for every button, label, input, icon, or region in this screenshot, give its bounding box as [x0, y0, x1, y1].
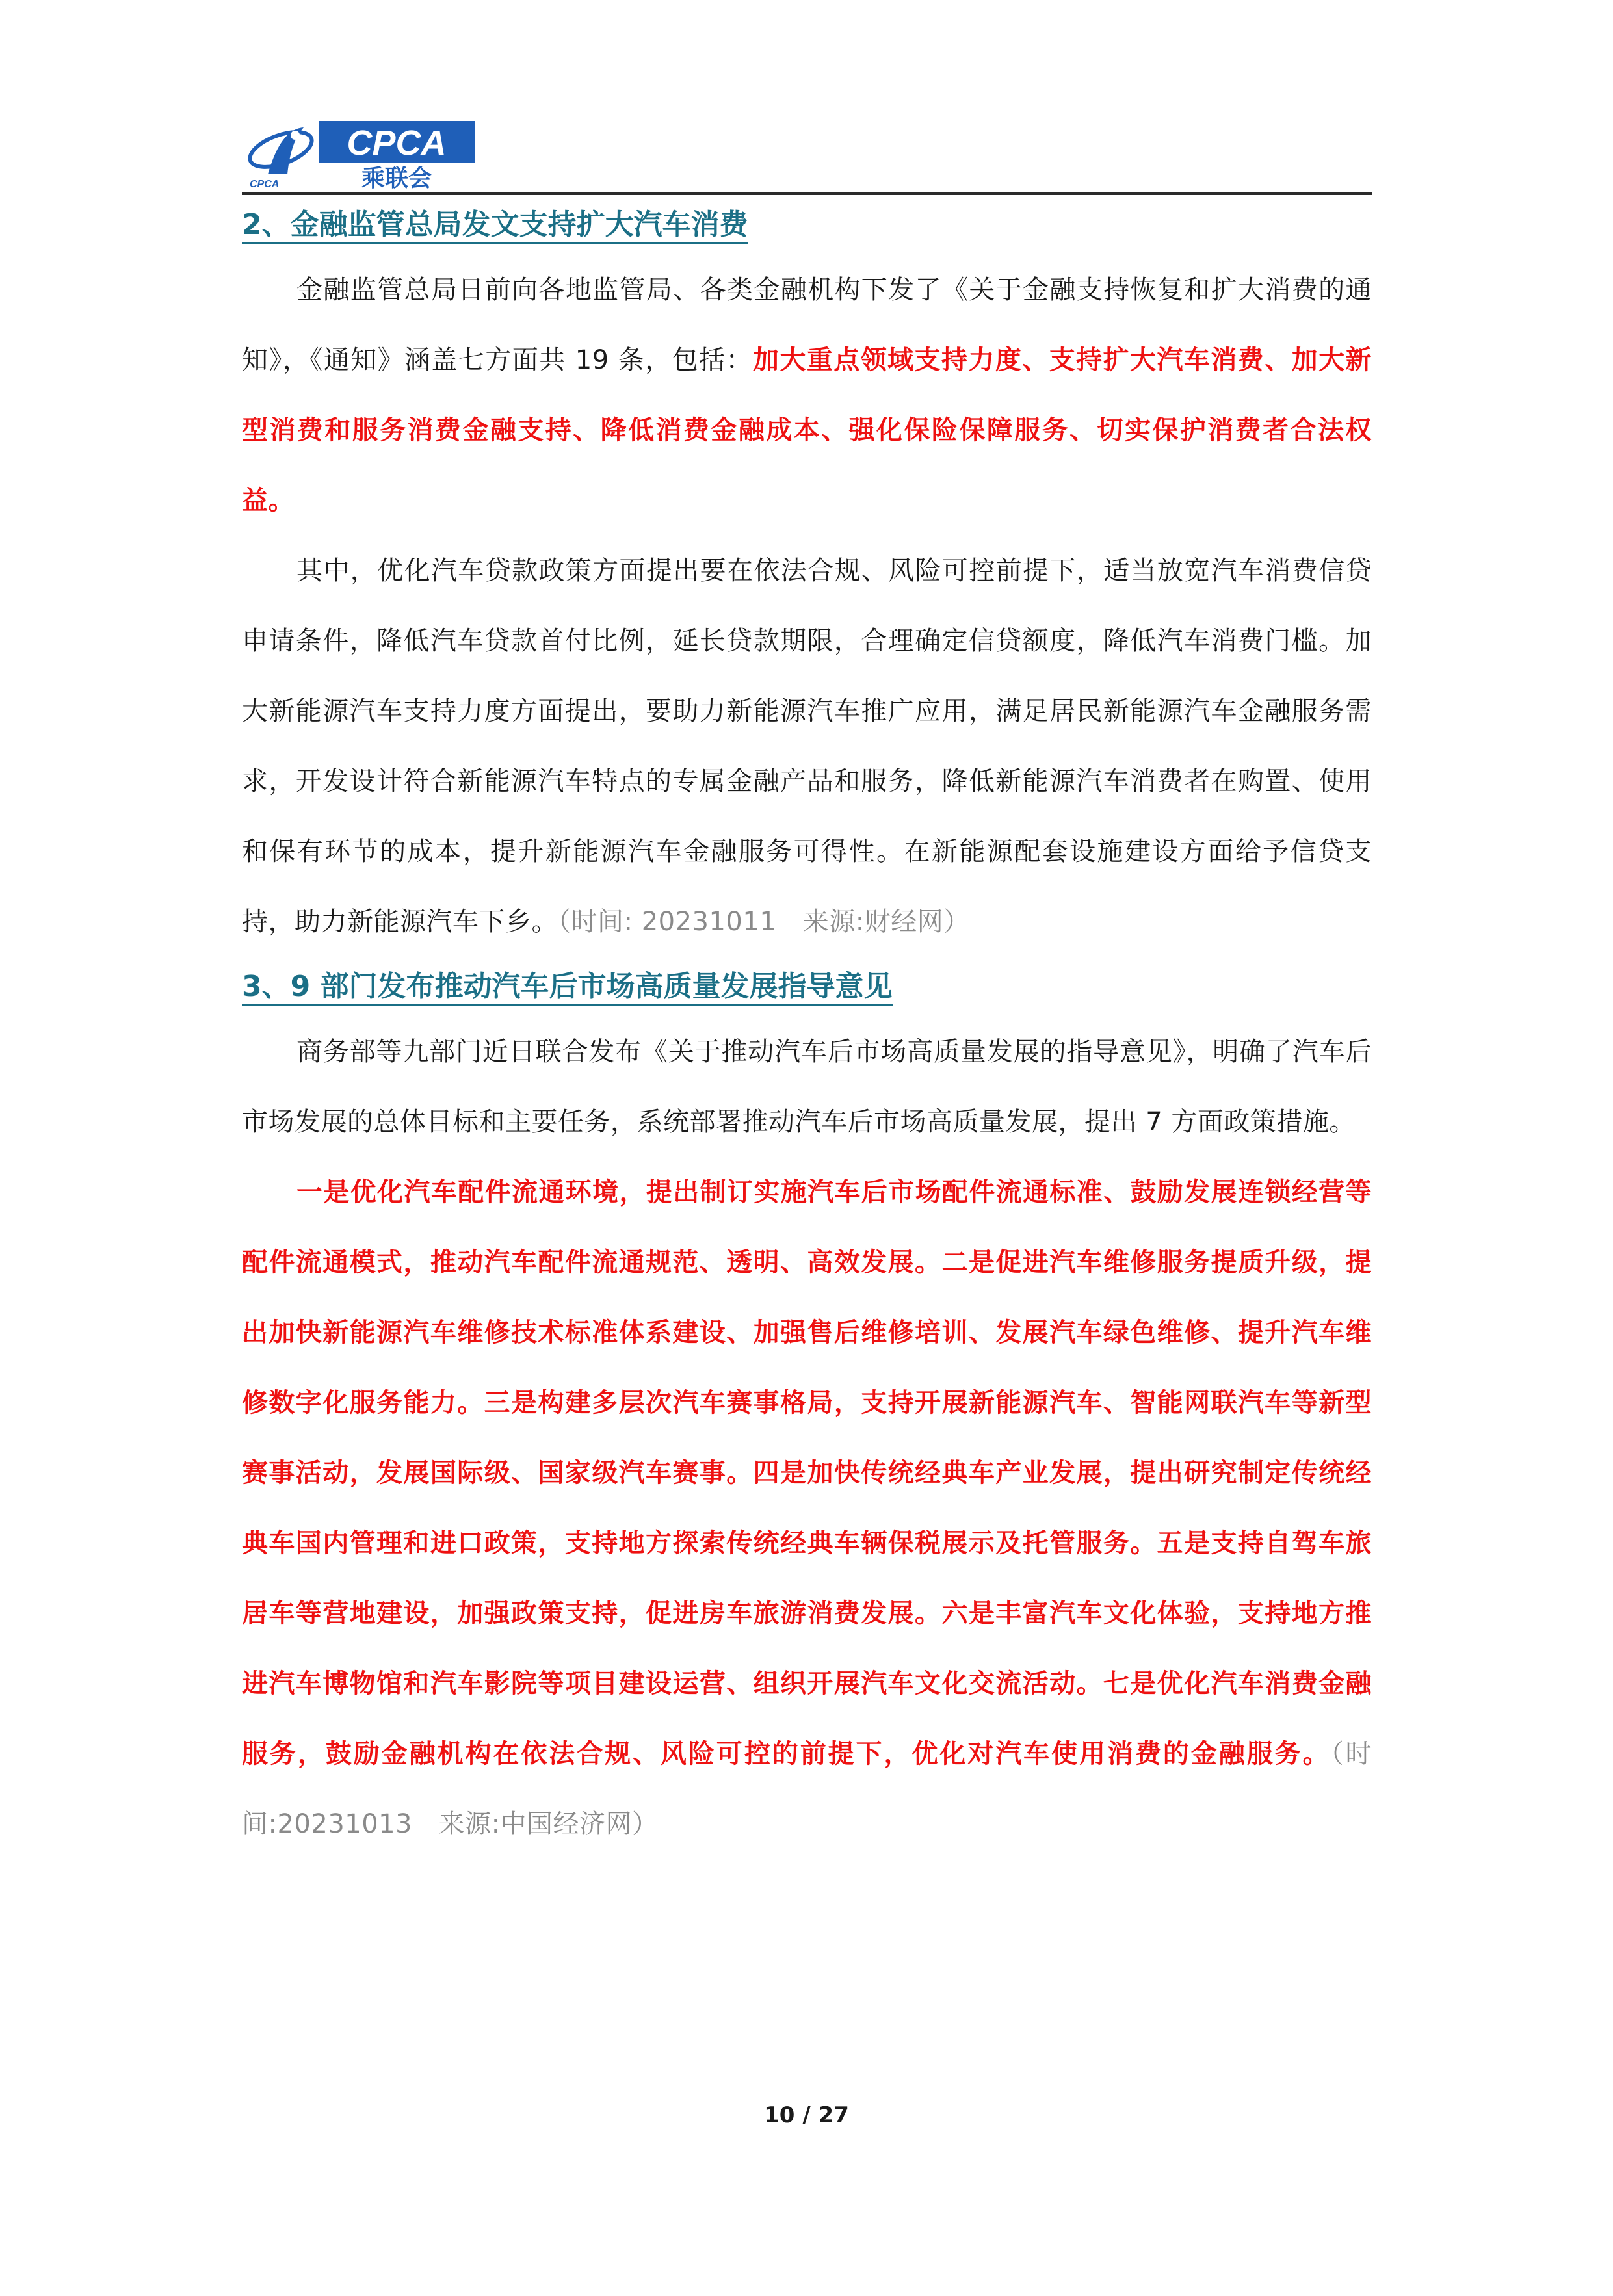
page-number: 10 / 27 [764, 2102, 849, 2128]
paragraph-aftermarket-measures [242, 1157, 1372, 1859]
logo-subtext: 乘联会 [361, 165, 432, 190]
section-heading-finance-text: 2、金融监管总局发文支持扩大汽车消费 [242, 208, 748, 244]
page-body [242, 195, 1372, 1859]
paragraph-car-loan-policy-text: 其中，优化汽车贷款政策方面提出要在依法合规、风险可控前提下，适当放宽汽车消费信贷申请条件，降低汽车贷款首付比例，延长贷款期限，合理确定信贷额度，降低汽车消费门槛。加大新能源汽车支持力度方面提出，要助力新能源汽车推广应用，满足居民新能源汽车金融服务需求，开发设计符合新能源汽车特点的专属金融产品和服务，降低新能源汽车消费者在购置、使用和保有环节的成本，提升新能源汽车金融服务可得性。在新能源配套设施建设方面给予信贷支持，助力新能源汽车下乡。 [242, 556, 1372, 937]
paragraph-car-loan-policy [242, 536, 1372, 957]
paragraph-aftermarket-measures-text: 一是优化汽车配件流通环境，提出制订实施汽车后市场配件流通标准、鼓励发展连锁经营等配件流通模式，推动汽车配件流通规范、透明、高效发展。二是促进汽车维修服务提质升级，提出加快新能源汽车维修技术标准体系建设、加强售后维修培训、发展汽车绿色维修、提升汽车维修数字化服务能力。三是构建多层次汽车赛事格局，支持开展新能源汽车、智能网联汽车等新型赛事活动，发展国际级、国家级汽车赛事。四是加快传统经典车产业发展，提出研究制定传统经典车国内管理和进口政策，支持地方探索传统经典车辆保税展示及托管服务。五是支持自驾车旅居车等营地建设，加强政策支持，促进房车旅游消费发展。六是丰富汽车文化体验，支持地方推进汽车博物馆和汽车影院等项目建设运营、组织开展汽车文化交流活动。七是优化汽车消费金融服务，鼓励金融机构在依法合规、风险可控的前提下，优化对汽车使用消费的金融服务。 [242, 1177, 1372, 1769]
logo-text: CPCA [347, 124, 447, 163]
section-heading-aftermarket [242, 957, 1372, 1017]
section-heading-finance [242, 195, 1372, 255]
source-note-finance: （时间: 20231011 来源:财经网） [558, 907, 970, 937]
section-heading-aftermarket-text: 3、9 部门发布推动汽车后市场高质量发展指导意见 [242, 970, 893, 1006]
paragraph-finance-notice [242, 255, 1372, 536]
logo-mark-text: CPCA [250, 179, 280, 190]
source-note-aftermarket: （时间:20231013 来源:中国经济网） [242, 1739, 1372, 1839]
page-header [242, 116, 1372, 195]
cpca-logo [242, 116, 476, 190]
paragraph-finance-notice-highlight: 加大重点领域支持力度、支持扩大汽车消费、加大新型消费和服务消费金融支持、降低消费金融成本、强化保险保障服务、切实保护消费者合法权益。 [242, 345, 1372, 515]
paragraph-aftermarket-intro [242, 1017, 1372, 1157]
paragraph-aftermarket-intro-text: 商务部等九部门近日联合发布《关于推动汽车后市场高质量发展的指导意见》，明确了汽车后市场发展的总体目标和主要任务，系统部署推动汽车后市场高质量发展，提出 7 方面政策措施。 [242, 1037, 1372, 1137]
paragraph-finance-notice-text: 金融监管总局日前向各地监管局、各类金融机构下发了《关于金融支持恢复和扩大消费的通知》，《通知》涵盖七方面共 19 条，包括： [242, 275, 1372, 375]
